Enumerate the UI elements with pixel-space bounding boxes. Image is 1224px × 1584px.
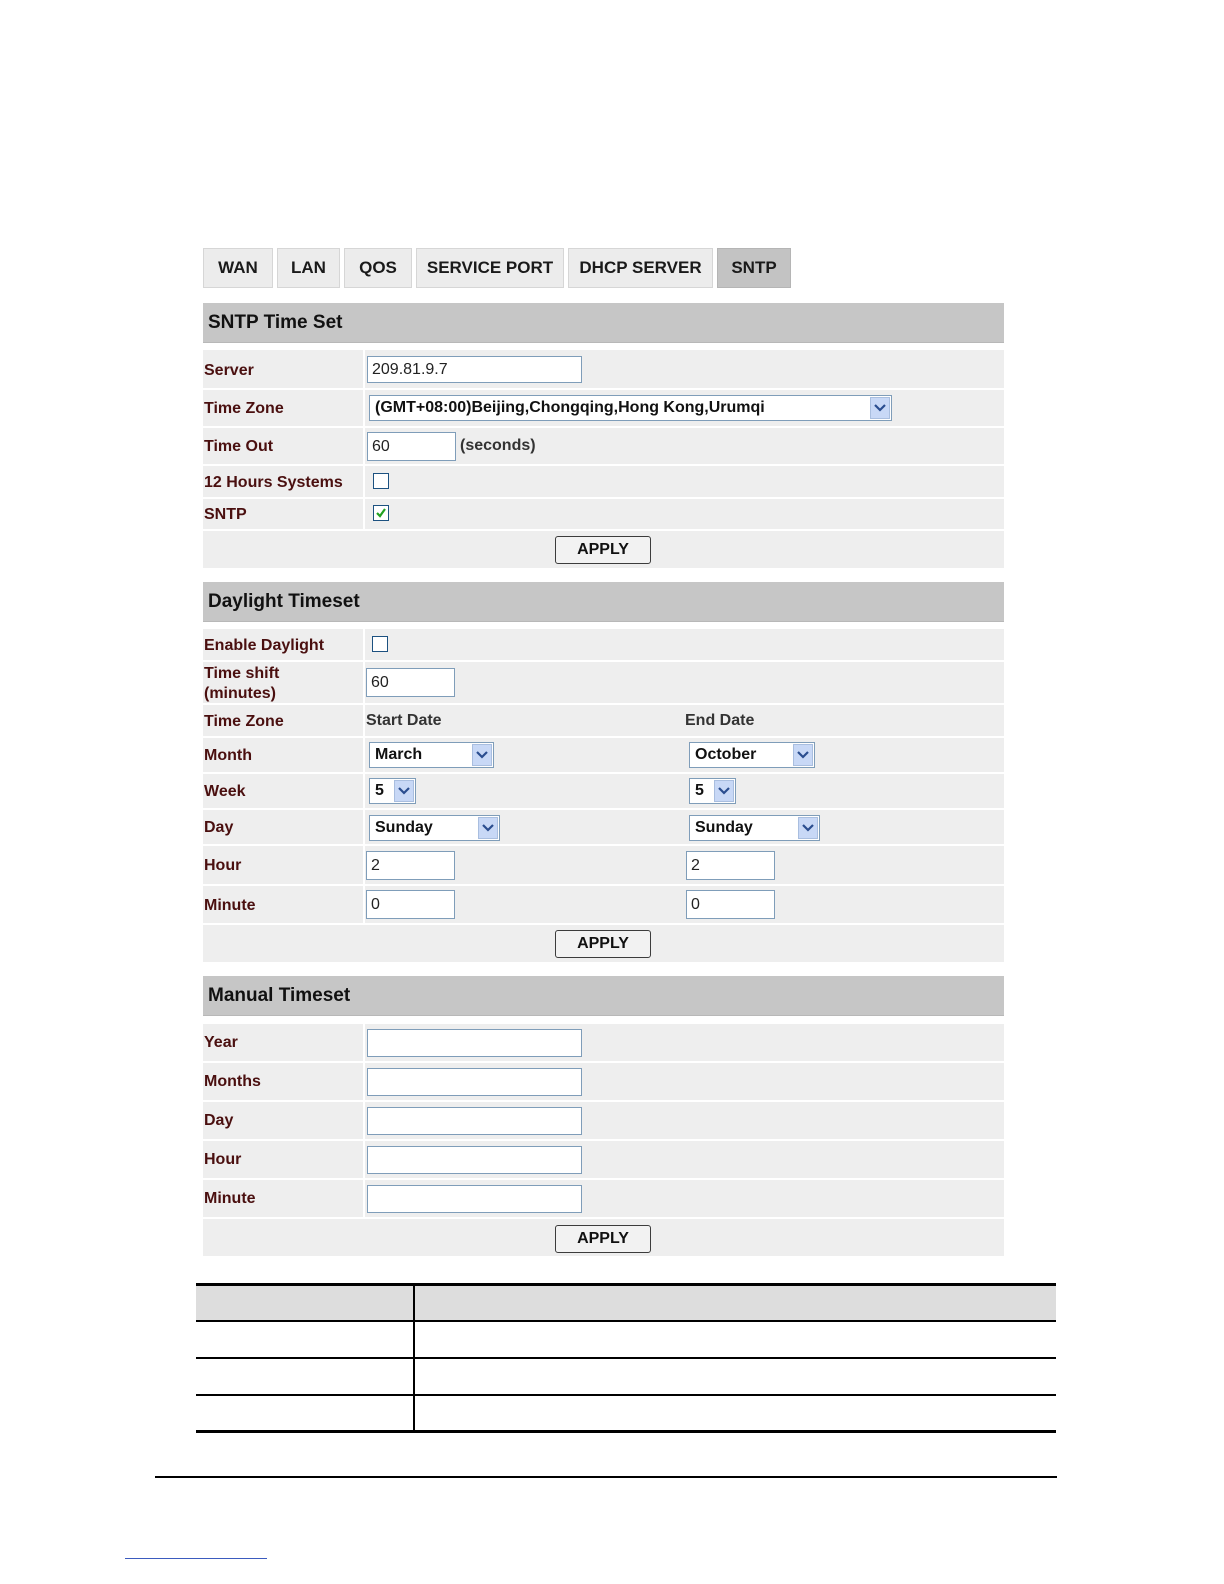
daylight-section-title: Daylight Timeset <box>203 582 1004 622</box>
manual-minute-label: Minute <box>204 1190 256 1207</box>
chevron-down-icon <box>793 744 813 766</box>
doc-table-header <box>196 1285 1056 1321</box>
months-label: Months <box>204 1073 261 1090</box>
timezone-row <box>203 390 1004 428</box>
timezone-label: Time Zone <box>204 400 284 417</box>
server-label: Server <box>204 362 254 379</box>
hours12-row <box>203 466 1004 499</box>
footer-link-underline <box>125 1558 267 1559</box>
timeout-input[interactable] <box>367 432 456 461</box>
daylight-timezone-label: Time Zone <box>204 713 284 730</box>
table-rule <box>196 1394 1056 1396</box>
end-month-value: October <box>695 746 757 763</box>
hour-row <box>203 846 1004 886</box>
end-minute-input[interactable] <box>686 890 775 919</box>
enable-daylight-row <box>203 629 1004 662</box>
checkmark-icon <box>374 506 388 520</box>
end-week-value: 5 <box>695 782 704 799</box>
end-day-select[interactable] <box>689 815 820 841</box>
tab-qos[interactable]: QOS <box>344 248 412 288</box>
year-row <box>203 1024 1004 1063</box>
manual-apply-button[interactable]: APPLY <box>555 1225 651 1253</box>
table-rule <box>196 1320 1056 1322</box>
sntp-section-title: SNTP Time Set <box>203 303 1004 343</box>
hours12-checkbox[interactable] <box>373 473 389 489</box>
start-day-select[interactable] <box>369 815 500 841</box>
manual-day-label: Day <box>204 1112 234 1129</box>
time-shift-label: Time shift <box>204 665 280 682</box>
week-label: Week <box>204 783 246 800</box>
day-row <box>203 810 1004 846</box>
months-input[interactable] <box>367 1068 582 1096</box>
month-row <box>203 738 1004 774</box>
end-month-select[interactable] <box>689 742 815 768</box>
week-row <box>203 774 1004 810</box>
time-shift-unit-label: (minutes) <box>204 685 276 702</box>
tab-service-port[interactable]: SERVICE PORT <box>416 248 564 288</box>
manual-minute-row <box>203 1180 1004 1219</box>
timeout-row <box>203 428 1004 466</box>
start-day-value: Sunday <box>375 819 433 836</box>
table-rule <box>196 1357 1056 1359</box>
sntp-enable-row <box>203 499 1004 531</box>
manual-apply-row <box>203 1219 1004 1258</box>
months-row <box>203 1063 1004 1102</box>
start-hour-input[interactable] <box>366 851 455 880</box>
start-date-label: Start Date <box>366 712 442 729</box>
start-month-select[interactable] <box>369 742 494 768</box>
daylight-header-row <box>203 705 1004 738</box>
sntp-apply-row <box>203 531 1004 570</box>
end-hour-input[interactable] <box>686 851 775 880</box>
year-label: Year <box>204 1034 238 1051</box>
start-minute-input[interactable] <box>366 890 455 919</box>
tab-dhcp-server[interactable]: DHCP SERVER <box>568 248 713 288</box>
tab-lan[interactable]: LAN <box>277 248 340 288</box>
timezone-select-value: (GMT+08:00)Beijing,Chongqing,Hong Kong,Urumqi <box>375 399 765 416</box>
table-top-rule <box>196 1283 1056 1286</box>
tab-sntp[interactable]: SNTP <box>717 248 791 288</box>
time-shift-row <box>203 662 1004 705</box>
daylight-apply-button[interactable]: APPLY <box>555 930 651 958</box>
month-label: Month <box>204 747 252 764</box>
timezone-select[interactable] <box>369 395 892 421</box>
tab-wan[interactable]: WAN <box>203 248 273 288</box>
minute-label: Minute <box>204 897 256 914</box>
end-date-label: End Date <box>685 712 755 729</box>
start-week-select[interactable] <box>369 778 416 804</box>
footer-rule <box>155 1476 1057 1478</box>
chevron-down-icon <box>798 817 818 839</box>
timeout-label: Time Out <box>204 438 274 455</box>
time-shift-input[interactable] <box>366 668 455 697</box>
sntp-enable-label: SNTP <box>204 506 247 523</box>
minute-row <box>203 886 1004 925</box>
manual-hour-row <box>203 1141 1004 1180</box>
sntp-apply-button[interactable]: APPLY <box>555 536 651 564</box>
chevron-down-icon <box>394 780 414 802</box>
day-label: Day <box>204 819 234 836</box>
start-month-value: March <box>375 746 423 763</box>
hour-label: Hour <box>204 857 242 874</box>
start-week-value: 5 <box>375 782 384 799</box>
chevron-down-icon <box>714 780 734 802</box>
manual-day-input[interactable] <box>367 1107 582 1135</box>
manual-day-row <box>203 1102 1004 1141</box>
manual-hour-input[interactable] <box>367 1146 582 1174</box>
table-bottom-rule <box>196 1430 1056 1433</box>
manual-minute-input[interactable] <box>367 1185 582 1213</box>
hours12-label: 12 Hours Systems <box>204 474 343 491</box>
timeout-unit: (seconds) <box>460 437 536 454</box>
manual-section-title: Manual Timeset <box>203 976 1004 1016</box>
chevron-down-icon <box>870 397 890 419</box>
table-column-divider <box>413 1285 415 1431</box>
end-week-select[interactable] <box>689 778 736 804</box>
chevron-down-icon <box>472 744 492 766</box>
enable-daylight-label: Enable Daylight <box>204 637 325 654</box>
year-input[interactable] <box>367 1029 582 1057</box>
enable-daylight-checkbox[interactable] <box>372 636 388 652</box>
end-day-value: Sunday <box>695 819 753 836</box>
chevron-down-icon <box>478 817 498 839</box>
server-input[interactable] <box>367 356 582 383</box>
manual-hour-label: Hour <box>204 1151 242 1168</box>
sntp-checkbox[interactable] <box>373 505 389 521</box>
server-row <box>203 350 1004 390</box>
daylight-apply-row <box>203 925 1004 964</box>
